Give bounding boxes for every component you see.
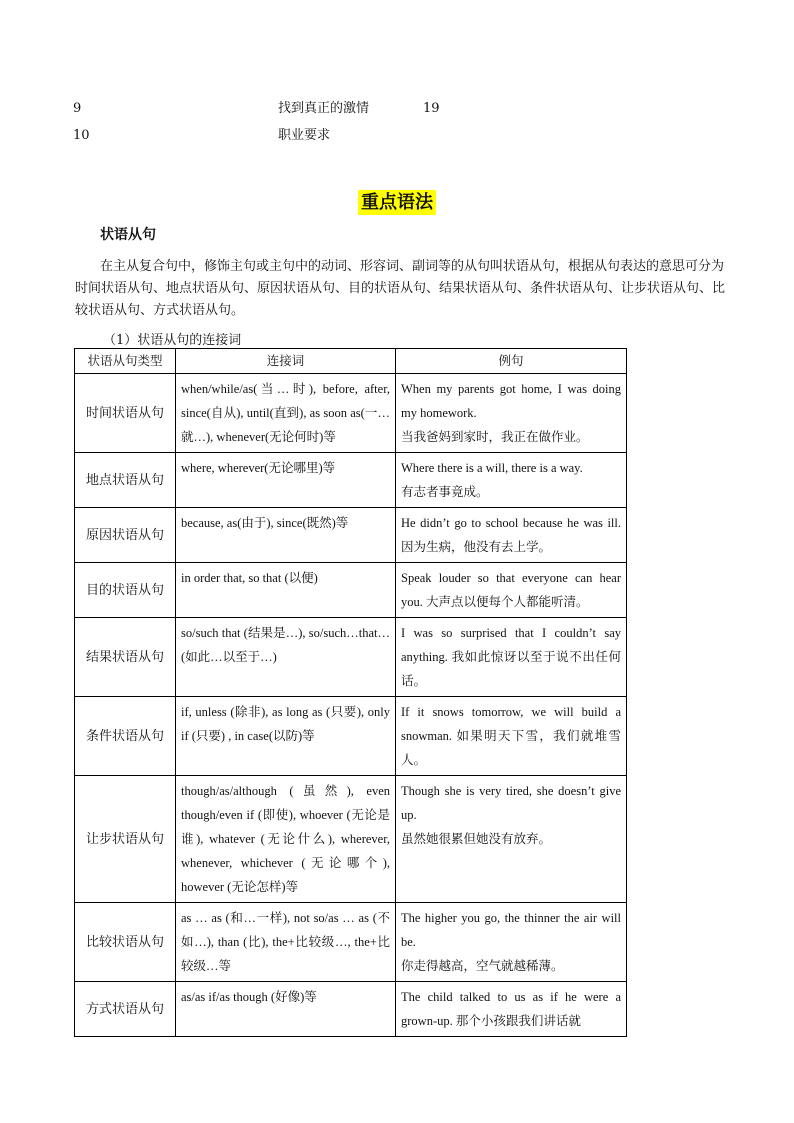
toc-page: 19 — [423, 101, 440, 116]
intro-paragraph: 在主从复合句中，修饰主句或主句中的动词、形容词、副词等的从句叫状语从句，根据从句表达的意思可分为时间状语从句、地点状语从句、原因状语从句、目的状语从句、结果状语从句、条件状语从句、让步状语从句、比较状语从句、方式状语从句。 — [75, 259, 726, 318]
example-sentence: The child talked to us as if he were a grown-up. 那个小孩跟我们讲话就 — [401, 990, 621, 1028]
connectors-cell: though/as/although (虽然), even though/even if (即使), whoever (无论是谁), whatever (无论什么), wherever, whenever, whichever (无论哪个), however (无论怎样)等 — [176, 776, 396, 903]
clause-type-cell: 方式状语从句 — [75, 982, 176, 1037]
example-cell — [396, 374, 627, 453]
example-sentence: 当我爸妈到家时，我正在做作业。 — [401, 430, 589, 444]
table-row — [75, 508, 627, 563]
section-title: 重点语法 — [358, 190, 436, 215]
example-cell — [396, 563, 627, 618]
example-sentence: I was so surprised that I couldn’t say anything. 我如此惊讶以至于说不出任何话。 — [401, 626, 621, 688]
header-connectors: 连接词 — [176, 349, 396, 374]
connectors-cell: if, unless (除非), as long as (只要), only if (只要) , in case(以防)等 — [176, 697, 396, 776]
header-type: 状语从句类型 — [75, 349, 176, 374]
example-cell — [396, 508, 627, 563]
toc-number: 9 — [73, 101, 82, 116]
example-sentence: When my parents got home, I was doing my homework. — [401, 382, 621, 420]
table-body — [75, 374, 627, 1037]
connectors-cell: when/while/as(当…时), before, after, since(自从), until(直到), as soon as(一…就…), whenever(无论何时)等 — [176, 374, 396, 453]
example-sentence: He didn’t go to school because he was ill. 因为生病，他没有去上学。 — [401, 516, 621, 554]
clause-type-cell: 原因状语从句 — [75, 508, 176, 563]
example-cell — [396, 453, 627, 508]
example-sentence: If it snows tomorrow, we will build a snowman. 如果明天下雪，我们就堆雪人。 — [401, 705, 621, 767]
example-sentence: 虽然她很累但她没有放弃。 — [401, 832, 552, 846]
clause-type-cell: 时间状语从句 — [75, 374, 176, 453]
connectors-cell: as … as (和…一样), not so/as … as (不如…), than (比), the+比较级…, the+比较级…等 — [176, 903, 396, 982]
table-row — [75, 903, 627, 982]
example-cell — [396, 697, 627, 776]
header-examples: 例句 — [396, 349, 627, 374]
example-sentence: The higher you go, the thinner the air will be. — [401, 911, 621, 949]
table-row — [75, 776, 627, 903]
table-row — [75, 697, 627, 776]
connectors-cell: in order that, so that (以便) — [176, 563, 396, 618]
example-cell — [396, 903, 627, 982]
clause-type-cell: 条件状语从句 — [75, 697, 176, 776]
clause-type-cell: 目的状语从句 — [75, 563, 176, 618]
adverbial-clause-table — [74, 348, 627, 1037]
table-row — [75, 374, 627, 453]
example-sentence: 你走得越高，空气就越稀薄。 — [401, 959, 564, 973]
connectors-cell: so/such that (结果是…), so/such…that…(如此…以至于…) — [176, 618, 396, 697]
example-sentence: 有志者事竟成。 — [401, 485, 489, 499]
example-cell — [396, 776, 627, 903]
table-row — [75, 563, 627, 618]
table-row — [75, 618, 627, 697]
example-sentence: Speak louder so that everyone can hear you. 大声点以便每个人都能听清。 — [401, 571, 621, 609]
section-heading — [0, 188, 794, 214]
table-header-row — [75, 349, 627, 374]
table-row — [75, 453, 627, 508]
toc-title: 职业要求 — [278, 128, 331, 143]
example-cell — [396, 982, 627, 1037]
connectors-cell: because, as(由于), since(既然)等 — [176, 508, 396, 563]
example-cell — [396, 618, 627, 697]
example-sentence: Though she is very tired, she doesn’t give up. — [401, 784, 621, 822]
clause-type-cell: 结果状语从句 — [75, 618, 176, 697]
table-caption: （1）状语从句的连接词 — [103, 333, 242, 348]
clause-type-cell: 比较状语从句 — [75, 903, 176, 982]
subsection-title: 状语从句 — [100, 227, 156, 243]
connectors-cell: as/as if/as though (好像)等 — [176, 982, 396, 1037]
toc-number: 10 — [73, 128, 90, 143]
clause-type-cell: 地点状语从句 — [75, 453, 176, 508]
toc-title: 找到真正的激情 — [278, 101, 370, 116]
table-row — [75, 982, 627, 1037]
connectors-cell: where, wherever(无论哪里)等 — [176, 453, 396, 508]
clause-type-cell: 让步状语从句 — [75, 776, 176, 903]
example-sentence: Where there is a will, there is a way. — [401, 461, 583, 475]
